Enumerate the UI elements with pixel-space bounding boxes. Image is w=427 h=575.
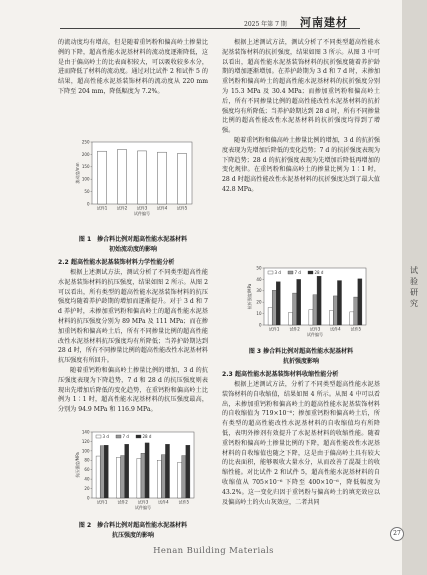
header-rule [60, 28, 360, 29]
legend-label: 7 d [294, 269, 301, 275]
x-tick-label: 试件2 [117, 499, 128, 505]
y-tick-label: 200 [81, 151, 90, 157]
bar [100, 446, 104, 498]
bar [350, 312, 354, 325]
y-tick-label: 0 [258, 322, 262, 328]
y-tick-label: 20 [256, 299, 262, 305]
bar [165, 444, 169, 498]
y-tick-label: 250 [81, 139, 90, 145]
legend-label: 3 d [102, 433, 109, 439]
y-tick-label: 30 [256, 288, 262, 294]
bar [138, 151, 147, 204]
y-tick-label: 40 [84, 476, 90, 482]
x-axis-label: 试件编号 [135, 505, 151, 510]
paragraph: 根据上述测试方法，分析了不同类型超高性能水泥基装饰材料的自收缩值，结果如图 4 所示。从图 4 中可以看出，未掺加重钙粉和偏高岭土的超高性能水泥基装饰材料的自收缩值为 719×10⁻⁶；掺加重钙粉和偏高岭土后，所有类型的超高性能改性水泥基材料的自收缩值均有所降低，表明外掺剂有效提升了水泥基材料的收缩性能。随着重钙粉和偏高岭土掺量比例的下降，超高性能改性水泥基材料的自收缩值也随之下降，这是由于偏高岭土具有较大的比表面积，能够吸收大量水分，从而改善了混凝土的收缩性能。对比试件 2 和试件 5，超高性能水泥基材料的自收缩值从 705×10⁻⁶ 下降至 400×10⁻⁶，降低幅度为 43.2%。这一变化归因于重钙粉与偏高岭土的填充效应以及偏高岭土的火山灰效应，二者共同 [222, 381, 380, 506]
bar [145, 443, 149, 498]
y-tick-label: 10 [256, 311, 262, 316]
x-tick-label: 试件5 [178, 499, 190, 505]
caption-line: 图 2 掺合料比例对超高性能水泥基材料 [78, 522, 188, 529]
fig3-caption [222, 347, 380, 367]
bar [186, 445, 190, 498]
bar [178, 153, 187, 204]
x-tick-label: 试件3 [309, 326, 321, 332]
y-tick-label: 80 [84, 457, 90, 463]
section-heading: 2.3 超高性能水泥基装饰材料收缩性能分析 [222, 371, 339, 378]
paragraph: 随着重钙粉和偏高岭土掺量比例的增加，3 d 的抗压强度表现为下降趋势，7 d 和 28 d 的抗压强度则表现出先增加后降低的变化趋势，在重钙粉和偏高岭土比例为 1∶1 时，超高性能水泥基材料的抗压强度最高，分别为 94.9 MPa 和 116.9 MPa。 [58, 366, 208, 414]
legend-swatch [116, 435, 121, 438]
bar [121, 456, 125, 498]
legend-label: 28 d [142, 433, 152, 439]
bar [288, 312, 292, 325]
bar [317, 276, 321, 325]
bar [161, 455, 165, 498]
bar [116, 457, 120, 498]
right-column-top [222, 38, 380, 195]
legend-swatch [268, 271, 273, 274]
x-tick-label: 试件3 [136, 205, 148, 211]
bar [137, 458, 141, 498]
page-number: 27 [390, 527, 404, 541]
bar [96, 456, 100, 498]
y-tick-label: 60 [84, 467, 90, 473]
bar [333, 296, 337, 325]
legend-label: 3 d [274, 269, 281, 275]
x-tick-label: 试件4 [330, 326, 341, 332]
bar [104, 445, 108, 498]
fig3-flexural-chart [244, 264, 372, 342]
x-tick-label: 试件1 [268, 326, 280, 332]
x-tick-label: 试件1 [96, 205, 108, 211]
bar [354, 297, 358, 325]
legend-label: 7 d [122, 433, 129, 439]
paragraph: 的流动度均有增高，但是随着重钙粉和偏高岭土掺量比例的下降，超高性能水泥基材料的流动度逐渐降低，这是由于偏高岭土的比表面积较大，可以吸收较多水分，进而降低了材料的流动度。通过对比试件 2 和试件 5 的结果，超高性能水泥基装饰材料的流动度从 220 mm 下降至 204 mm，降低幅度为 7.2%。 [58, 39, 208, 95]
legend-swatch [308, 271, 313, 274]
paragraph: 根据上述测试方法，测试分析了不同类型超高性能水泥基装饰材料的抗压强度，结果如图 2 所示。从图 2 可以看出，所有类型的超高性能水泥基装饰材料的抗压强度均随着养护龄期的增加而逐渐提升。对于 3 d 和 7 d 养护时，未掺加重钙粉和偏高岭土的超高性能水泥基材料的抗压强度分别为 89 MPa 及 111 MPa；而在掺加重钙粉和偏高岭土后，所有不同掺量比例的超高性能改性水泥基材料抗压强度均有所降低；当养护龄期达到 28 d 时，所有不同掺量比例的超高性能改性水泥基材料抗压强度有所回升。 [58, 269, 208, 365]
y-tick-label: 140 [81, 429, 90, 435]
x-tick-label: 试件5 [176, 205, 188, 211]
caption-line: 初始流动度的影响 [108, 246, 157, 253]
left-column-mid [58, 258, 208, 415]
bar [157, 460, 161, 498]
bar [158, 152, 167, 204]
bar [125, 444, 129, 498]
bar [313, 295, 317, 325]
y-tick-label: 100 [81, 448, 90, 454]
y-axis-label: 流动度/mm [75, 162, 80, 184]
paragraph: 根据上述测试方法，测试分析了不同类型超高性能水泥基装饰材料的抗折强度，结果如图 3 所示。从图 3 中可以看出，超高性能水泥基装饰材料的抗折强度随着养护龄期的增加逐渐增加。在养护龄期为 3 d 和 7 d 时，未掺加重钙粉和偏高岭土的超高性能水泥基材料的抗折强度分别为 15.3 MPa 及 30.4 MPa；而掺加重钙粉和偏高岭土后，所有不同掺量比例的超高性能改性水泥基材料的抗折强度均有所降低；当养护龄期达到 28 d 时，所有不同掺量比例的超高性能改性水泥基材料的抗折强度均得到了增强。 [222, 39, 380, 135]
bar [309, 310, 313, 325]
x-tick-label: 试件5 [350, 326, 362, 332]
bar [329, 311, 333, 325]
y-tick-label: 100 [81, 176, 90, 182]
bar [268, 308, 272, 325]
x-tick-label: 试件2 [289, 326, 300, 332]
y-axis-label: 抗折强度/MPa [247, 283, 252, 310]
fig1-caption [58, 235, 208, 255]
x-axis-label: 试件编号 [307, 332, 323, 337]
fig2-compressive-chart [72, 428, 200, 516]
legend-label: 28 d [314, 269, 324, 275]
y-axis-label: 抗压强度/MPa [75, 452, 80, 478]
x-tick-label: 试件4 [158, 499, 169, 505]
paragraph: 随着重钙粉和偏高岭土掺量比例的增加，3 d 的抗折强度表现为先增加后降低的变化趋势；7 d 的抗折强度表现为下降趋势；28 d 的抗折强度表现为先增加后降低再增加的变化规律。在重钙粉和偏高岭土的掺量比例为 1∶1 时，28 d 时超高性能改性水泥基材料的抗折强度达到了最大值 42.8 MPa。 [222, 136, 380, 193]
bar [297, 279, 301, 325]
left-column-top [58, 38, 208, 97]
legend-swatch [96, 435, 101, 438]
bar [276, 282, 280, 325]
magazine-title: 河南建材 [300, 16, 348, 29]
section-heading: 2.2 超高性能水泥基装饰材料力学性能分析 [58, 259, 175, 266]
issue-number: 2025 年第 7 期 [244, 21, 287, 28]
x-axis-label: 试件编号 [134, 211, 150, 216]
bar [118, 149, 127, 204]
caption-line: 图 3 掺合料比例对超高性能水泥基材料 [248, 348, 354, 355]
x-tick-label: 试件2 [116, 205, 128, 211]
legend-swatch [288, 271, 293, 274]
bar [358, 279, 362, 325]
bar [337, 281, 341, 325]
section-label: 试验研究 [410, 266, 418, 308]
y-tick-label: 150 [81, 164, 90, 170]
caption-line: 抗压强度的影响 [111, 532, 154, 539]
caption-line: 抗折强度影响 [282, 358, 319, 365]
bar [178, 462, 182, 498]
bar [98, 151, 107, 204]
bar [293, 293, 297, 325]
y-tick-label: 40 [256, 276, 262, 282]
caption-line: 图 1 掺合料比例对超高性能水泥基材料 [78, 236, 188, 243]
fig2-caption [58, 521, 208, 541]
y-tick-label: 0 [86, 495, 90, 501]
fig1-flow-chart [70, 138, 200, 223]
right-column-bottom [222, 370, 380, 507]
y-tick-label: 0 [86, 201, 90, 207]
bar [182, 456, 186, 498]
y-tick-label: 20 [84, 485, 90, 491]
bar [272, 290, 276, 325]
footer-title: Henan Building Materials [153, 546, 274, 556]
x-tick-label: 试件3 [137, 499, 149, 505]
y-tick-label: 50 [84, 189, 90, 194]
y-tick-label: 120 [81, 438, 90, 444]
x-tick-label: 试件1 [96, 499, 108, 505]
x-tick-label: 试件4 [156, 205, 168, 211]
bar [141, 453, 145, 498]
legend-swatch [136, 435, 141, 438]
y-tick-label: 50 [256, 265, 262, 271]
